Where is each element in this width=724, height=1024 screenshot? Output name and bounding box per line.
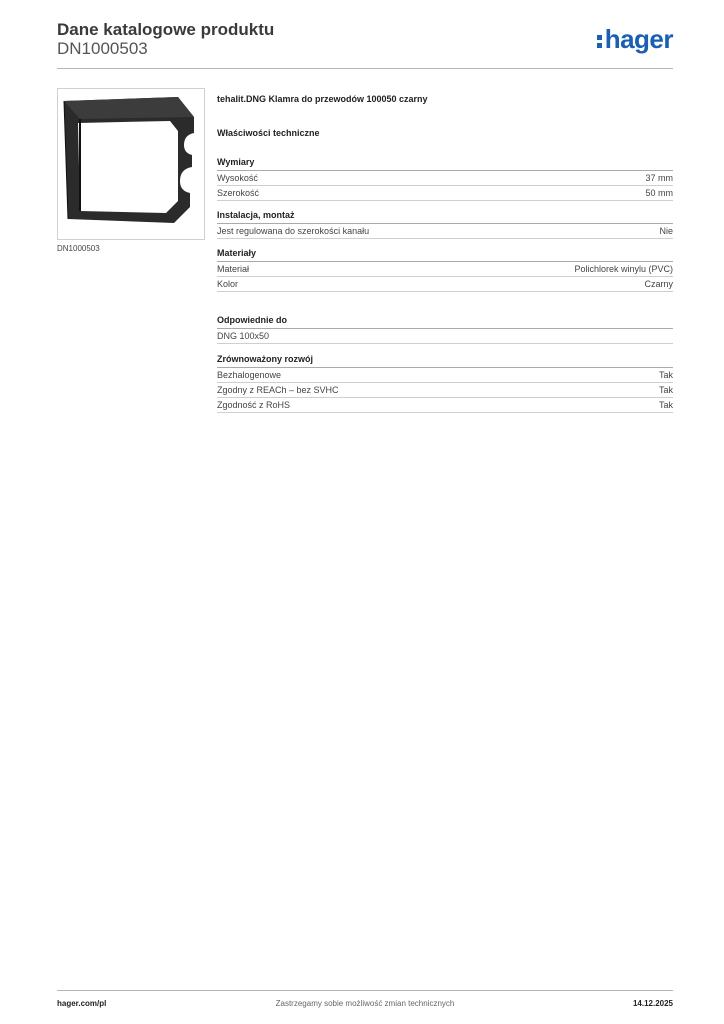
spec-value: Tak bbox=[658, 370, 673, 380]
group-title: Instalacja, montaż bbox=[217, 210, 673, 224]
section-title: Właściwości techniczne bbox=[217, 128, 320, 138]
spec-label: Bezhalogenowe bbox=[217, 370, 282, 380]
spec-value: Nie bbox=[659, 226, 673, 236]
group-installation bbox=[217, 210, 673, 239]
spec-label: DNG 100x50 bbox=[217, 331, 270, 341]
group-title: Wymiary bbox=[217, 157, 673, 171]
spec-value: Tak bbox=[658, 400, 673, 410]
page-title: Dane katalogowe produktu bbox=[57, 20, 275, 39]
spec-label: Kolor bbox=[217, 279, 239, 289]
product-code: DN1000503 bbox=[57, 39, 148, 58]
spec-label: Materiał bbox=[217, 264, 250, 274]
group-sustainability bbox=[217, 354, 673, 413]
group-title: Materiały bbox=[217, 248, 673, 262]
page-footer bbox=[57, 990, 673, 1008]
spec-value: Polichlorek winylu (PVC) bbox=[574, 264, 673, 274]
spec-row bbox=[217, 171, 673, 186]
group-dimensions bbox=[217, 157, 673, 201]
spec-value: 50 mm bbox=[645, 188, 673, 198]
spec-row bbox=[217, 224, 673, 239]
spec-row bbox=[217, 383, 673, 398]
logo-text: hager bbox=[604, 24, 673, 54]
product-name: tehalit.DNG Klamra do przewodów 100050 czarny bbox=[217, 94, 428, 104]
spec-row bbox=[217, 277, 673, 292]
spec-row bbox=[217, 398, 673, 413]
group-materials bbox=[217, 248, 673, 292]
group-title: Zrównoważony rozwój bbox=[217, 354, 673, 368]
spec-label: Zgodny z REACh – bez SVHC bbox=[217, 385, 339, 395]
group-compatible bbox=[217, 315, 673, 344]
spec-row bbox=[217, 329, 673, 344]
image-caption: DN1000503 bbox=[57, 244, 100, 253]
spec-label: Jest regulowana do szerokości kanału bbox=[217, 226, 370, 236]
spec-value: 37 mm bbox=[645, 173, 673, 183]
footer-date: 14.12.2025 bbox=[632, 999, 673, 1008]
spec-row bbox=[217, 186, 673, 201]
page-header bbox=[57, 20, 673, 69]
hager-logo bbox=[597, 24, 673, 55]
logo-dots-icon bbox=[597, 30, 603, 50]
spec-row bbox=[217, 262, 673, 277]
spec-row bbox=[217, 368, 673, 383]
footer-disclaimer: Zastrzegamy sobie możliwość zmian technicznych bbox=[275, 999, 455, 1008]
product-info bbox=[217, 94, 673, 138]
product-image bbox=[57, 88, 205, 240]
spec-label: Wysokość bbox=[217, 173, 258, 183]
footer-website-link[interactable]: hager.com/pl bbox=[57, 999, 107, 1008]
cable-clamp-icon bbox=[58, 89, 204, 239]
group-title: Odpowiednie do bbox=[217, 315, 673, 329]
spec-label: Szerokość bbox=[217, 188, 260, 198]
spec-value: Czarny bbox=[644, 279, 673, 289]
spec-label: Zgodność z RoHS bbox=[217, 400, 291, 410]
spec-value: Tak bbox=[658, 385, 673, 395]
